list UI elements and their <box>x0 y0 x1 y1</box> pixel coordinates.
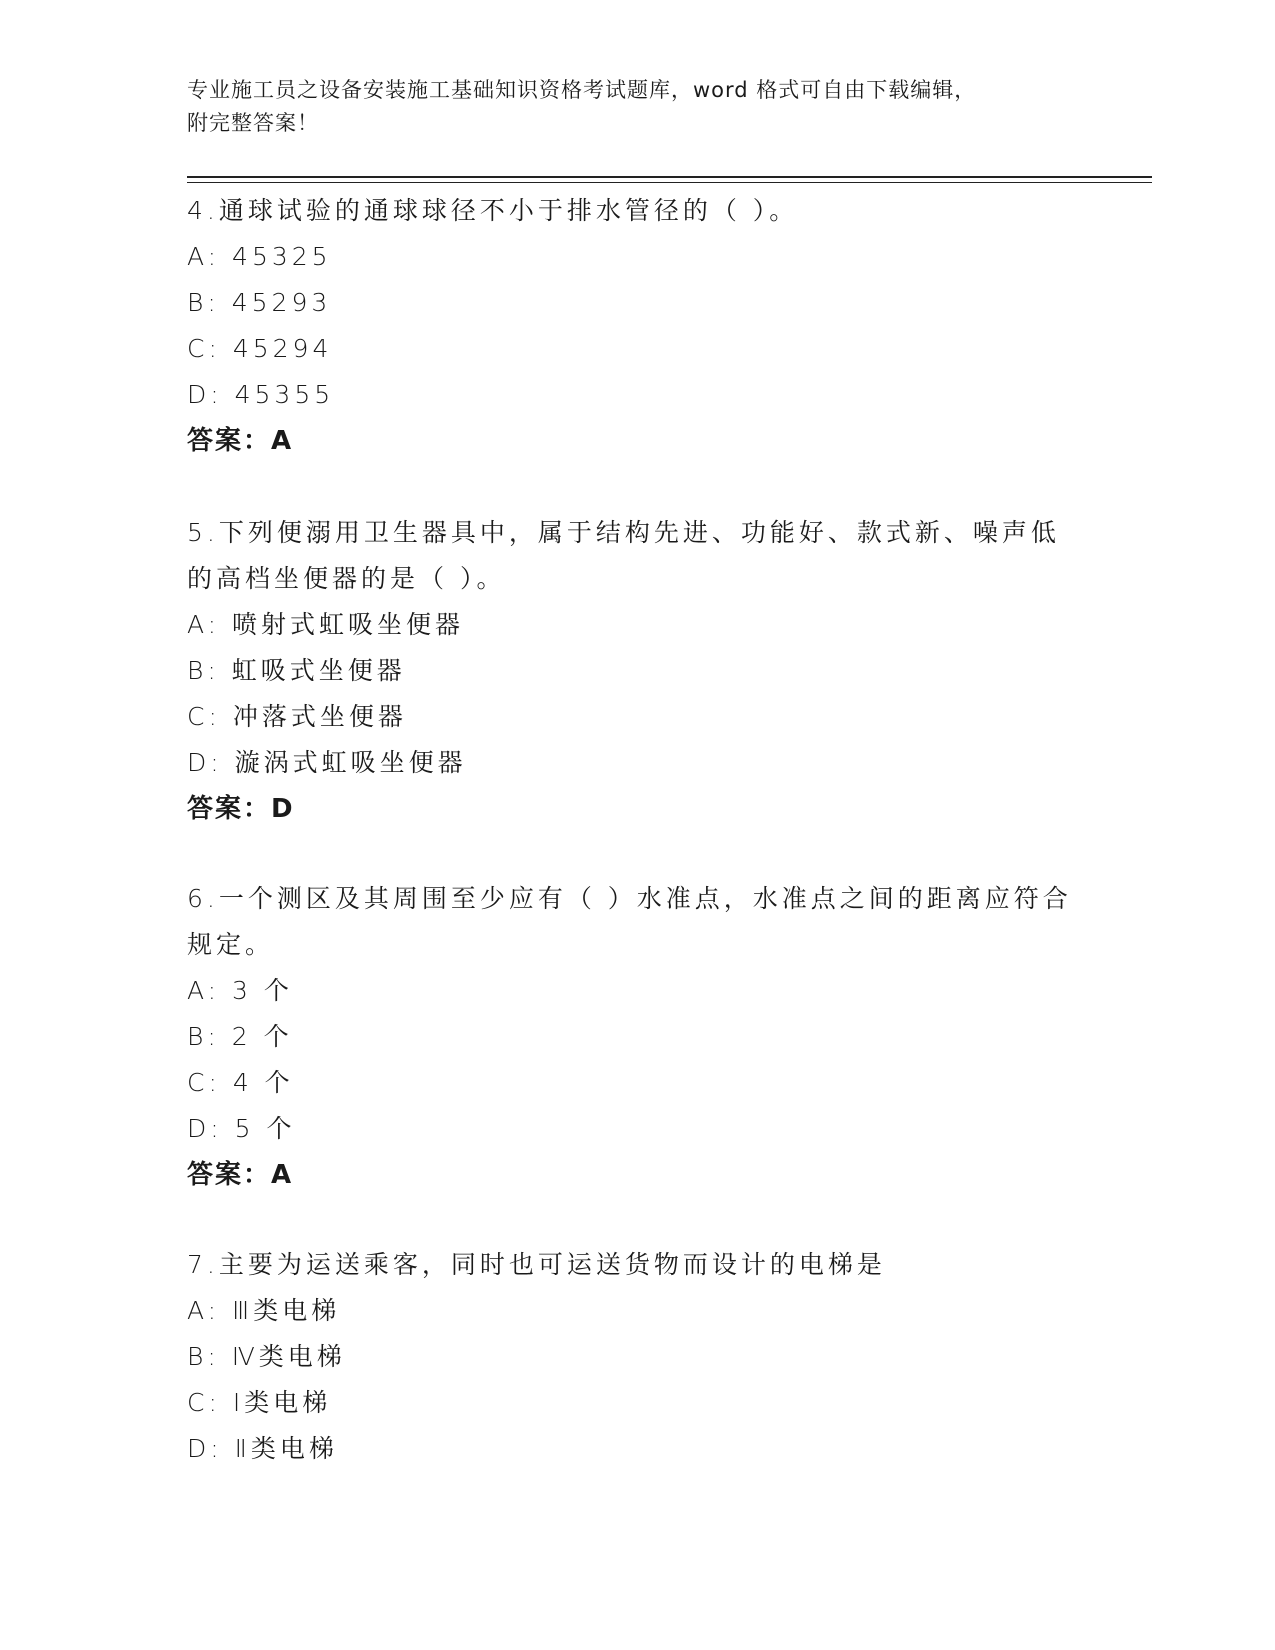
answer: 答案：D <box>187 794 295 824</box>
option-c: C: Ⅰ类电梯 <box>187 1388 332 1417</box>
option-d: D: Ⅱ类电梯 <box>187 1434 338 1463</box>
header-divider-thick <box>187 176 1152 178</box>
option-a: A: 3 个 <box>187 976 293 1005</box>
question-stem-line-2: 规定。 <box>187 930 275 959</box>
header-line-1: 专业施工员之设备安装施工基础知识资格考试题库，word 格式可自由下载编辑， <box>187 78 977 102</box>
option-c: C: 45294 <box>187 334 333 363</box>
option-b: B: 2 个 <box>187 1022 293 1051</box>
option-b: B: 虹吸式坐便器 <box>187 656 406 685</box>
question-stem: 4.通球试验的通球球径不小于排水管径的（ ）。 <box>187 196 799 225</box>
header-line-2: 附完整答案！ <box>187 111 319 135</box>
answer: 答案：A <box>187 426 294 456</box>
question-stem-line-1: 5.下列便溺用卫生器具中，属于结构先进、功能好、款式新、噪声低 <box>187 518 1060 547</box>
question-7 <box>187 1242 1087 1472</box>
option-a: A: Ⅲ类电梯 <box>187 1296 341 1325</box>
document-header <box>187 74 1087 140</box>
option-d: D: 5 个 <box>187 1114 296 1143</box>
answer: 答案：A <box>187 1160 294 1190</box>
option-c: C: 冲落式坐便器 <box>187 702 407 731</box>
header-divider-thin <box>187 182 1152 183</box>
question-stem-line-2: 的高档坐便器的是（ ）。 <box>187 564 506 593</box>
option-c: C: 4 个 <box>187 1068 294 1097</box>
option-d: D: 45355 <box>187 380 335 409</box>
option-b: B: Ⅳ类电梯 <box>187 1342 346 1371</box>
question-5 <box>187 510 1087 832</box>
question-4 <box>187 188 1087 464</box>
option-a: A: 喷射式虹吸坐便器 <box>187 610 465 639</box>
question-6 <box>187 876 1087 1198</box>
option-a: A: 45325 <box>187 242 332 271</box>
question-stem-line-1: 6.一个测区及其周围至少应有（ ）水准点，水准点之间的距离应符合 <box>187 884 1072 913</box>
question-stem: 7.主要为运送乘客，同时也可运送货物而设计的电梯是 <box>187 1250 886 1279</box>
option-d: D: 漩涡式虹吸坐便器 <box>187 748 467 777</box>
option-b: B: 45293 <box>187 288 332 317</box>
